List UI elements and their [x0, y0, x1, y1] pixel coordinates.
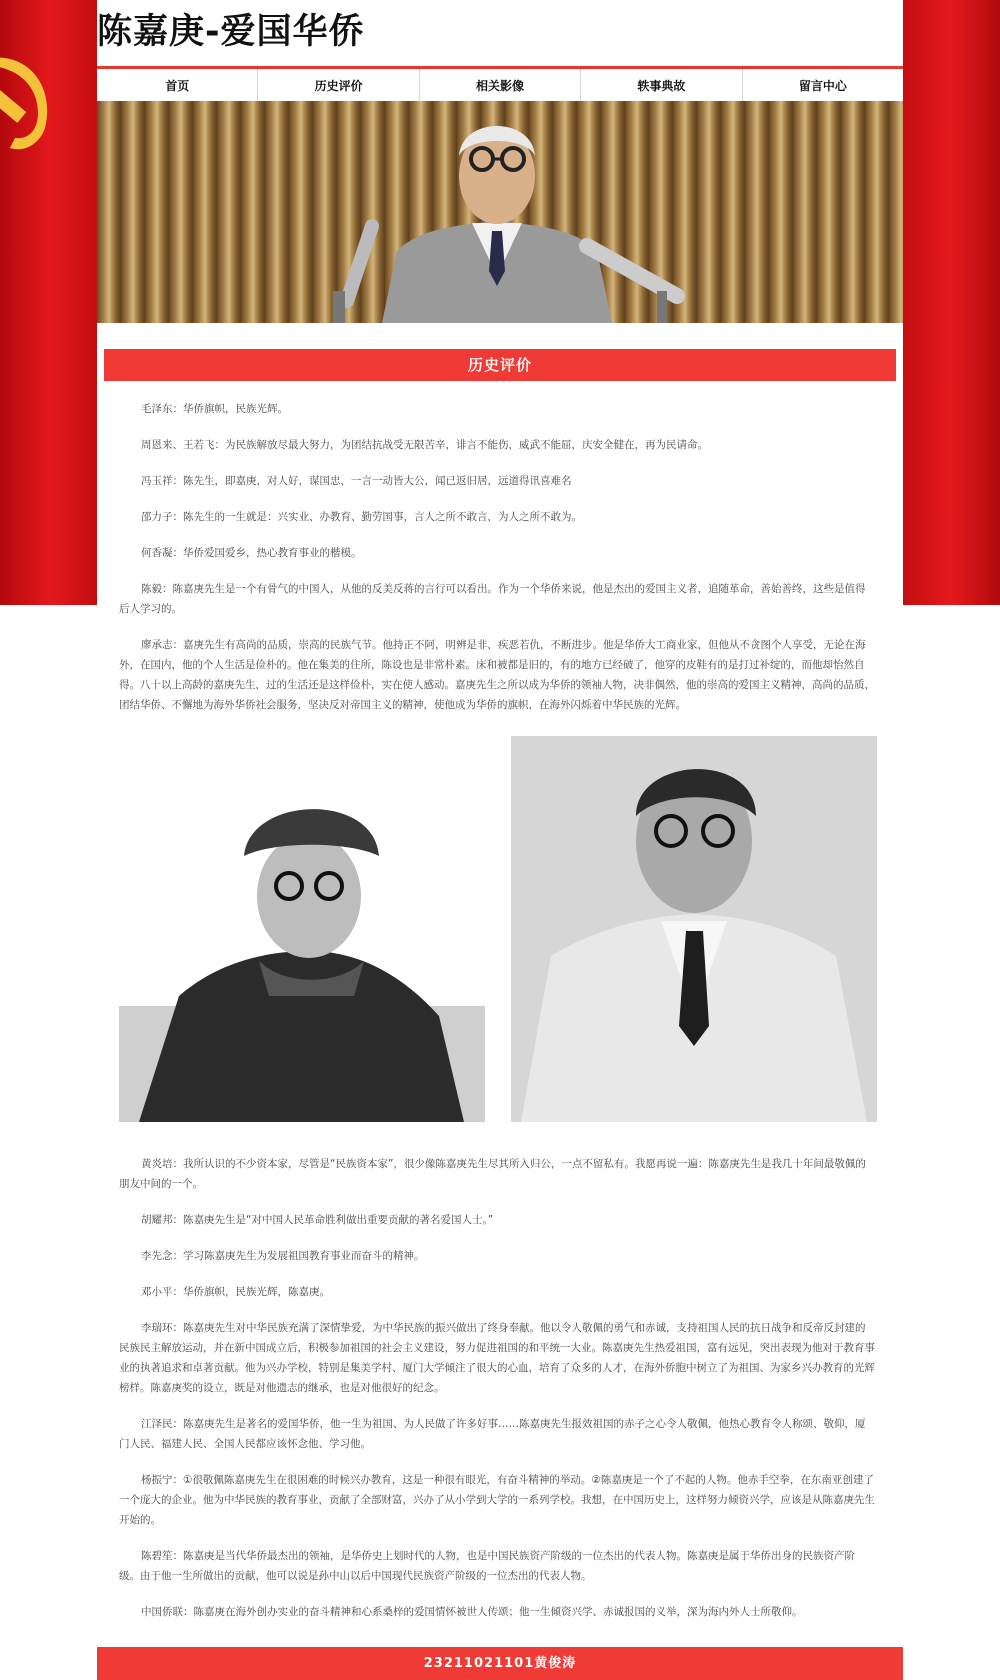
- quote-paragraph: 李瑞环：陈嘉庚先生对中华民族充满了深情挚爱，为中华民族的振兴做出了终身奉献。他以令人敬佩的勇气和赤诚，支持祖国人民的抗日战争和反帝反封建的民族民主解放运动，并在新中国成立后，积极参加祖国的社会主义建设，努力促进祖国的和平统一大业。陈嘉庚先生热爱祖国，富有远见，突出表现为他对于教育事业的执著追求和卓著贡献。他为兴办学校，特别是集美学村、厦门大学倾注了很大的心血，培育了众多的人才，在海外侨胞中树立了为祖国、为家乡兴办教育的光辉榜样。陈嘉庚奖的设立，既是对他遗志的继承，也是对他很好的纪念。: [119, 1322, 875, 1394]
- quote-paragraph: 胡耀邦：陈嘉庚先生是“对中国人民革命胜利做出重要贡献的著名爱国人士。”: [141, 1214, 494, 1226]
- quotes-top: [119, 399, 875, 731]
- banner-portrait-illustration: [97, 101, 903, 323]
- quote-paragraph: 李先念：学习陈嘉庚先生为发展祖国教育事业而奋斗的精神。: [141, 1250, 425, 1262]
- nav-related-images[interactable]: 相关影像: [420, 69, 581, 103]
- nav-message-center[interactable]: 留言中心: [798, 79, 847, 93]
- quote-paragraph: 冯玉祥：陈先生，即嘉庚，对人好，谋国忠，一言一动皆大公，闻已返旧居，远道得讯喜难名: [141, 475, 572, 487]
- quote-paragraph: 周恩来、王若飞：为民族解放尽最大努力，为团结抗战受无限苦辛，诽言不能伤，威武不能屈，庆安全健在，再为民请命。: [141, 439, 708, 451]
- page-container: [97, 0, 903, 1680]
- site-title: 陈嘉庚-爱国华侨: [97, 12, 365, 52]
- banner-image: [97, 101, 903, 323]
- portrait-in-suit-illustration: [511, 736, 877, 1122]
- quote-paragraph: 杨振宁：①很敬佩陈嘉庚先生在很困难的时候兴办教育，这是一种很有眼光，有奋斗精神的举动。②陈嘉庚是一个了不起的人物。他赤手空拳，在东南亚创建了一个庞大的企业。他为中华民族的教育事业，贡献了全部财富，兴办了从小学到大学的一系列学校。我想，在中国历史上，这样努力倾资兴学，应该是从陈嘉庚先生开始的。: [119, 1474, 875, 1526]
- quote-paragraph: 陈毅：陈嘉庚先生是一个有骨气的中国人，从他的反美反蒋的言行可以看出。作为一个华侨来说，他是杰出的爱国主义者，追随革命，善始善终，这些是值得后人学习的。: [119, 583, 866, 615]
- footer-bar: 23211021101黄俊涛: [97, 1647, 903, 1680]
- portrait-in-cap-illustration: [119, 736, 485, 1122]
- quote-paragraph: 毛泽东：华侨旗帜，民族光辉。: [141, 403, 288, 415]
- quote-paragraph: 邓小平：华侨旗帜，民族光辉，陈嘉庚。: [141, 1286, 330, 1298]
- nav-history-review[interactable]: 历史评价: [258, 69, 419, 103]
- photo-right: [511, 736, 877, 1122]
- section-title-bar: 历史评价: [104, 349, 896, 381]
- quote-paragraph: 何香凝：华侨爱国爱乡，热心教育事业的楷模。: [141, 547, 362, 559]
- quote-paragraph: 廖承志：嘉庚先生有高尚的品质，崇高的民族气节。他持正不阿，明辨是非，疾恶若仇，不断进步。他是华侨大工商业家，但他从不贪图个人享受，无论在海外，在国内，他的个人生活是俭朴的。他在集美的住所，陈设也是非常朴素。床和被都是旧的，有的地方已经破了，他穿的皮鞋有的是打过补绽的，而他却怡然自得。八十以上高龄的嘉庚先生，过的生活还是这样俭朴，实在使人感动。嘉庚先生之所以成为华侨的领袖人物，决非偶然，他的崇高的爱国主义精神，高尚的品质，团结华侨、不懈地为海外华侨社会服务，坚决反对帝国主义的精神，使他成为华侨的旗帜，在海外闪烁着中华民族的光辉。: [119, 639, 875, 711]
- nav-home[interactable]: 首页: [97, 69, 258, 103]
- quote-paragraph: 江泽民：陈嘉庚先生是著名的爱国华侨，他一生为祖国、为人民做了许多好事……陈嘉庚先生报效祖国的赤子之心令人敬佩，他热心教育令人称颂、敬仰，厦门人民、福建人民、全国人民都应该怀念他、学习他。: [119, 1418, 866, 1450]
- main-nav: [97, 66, 903, 104]
- hammer-sickle-icon: [0, 48, 60, 158]
- quote-paragraph: 黄炎培：我所认识的不少资本家，尽管是“民族资本家”，很少像陈嘉庚先生尽其所入归公，一点不留私有。我愿再说一遍：陈嘉庚先生是我几十年间最敬佩的朋友中间的一个。: [119, 1158, 866, 1190]
- quotes-bottom: [119, 1154, 875, 1638]
- nav-anecdotes[interactable]: 轶事典故: [581, 69, 742, 103]
- photo-left: [119, 736, 485, 1122]
- quote-paragraph: 陈碧笙：陈嘉庚是当代华侨最杰出的领袖，是华侨史上划时代的人物，也是中国民族资产阶级的一位杰出的代表人物。陈嘉庚是属于华侨出身的民族资产阶级。由于他一生所做出的贡献，他可以说是孙中山以后中国现代民族资产阶级的一位杰出的代表人物。: [119, 1550, 855, 1582]
- quote-paragraph: 中国侨联：陈嘉庚在海外创办实业的奋斗精神和心系桑梓的爱国情怀被世人传颂；他一生倾资兴学、赤诚报国的义举，深为海内外人士所敬仰。: [141, 1606, 803, 1618]
- quote-paragraph: 邵力子：陈先生的一生就是：兴实业、办教育、勤劳国事，言人之所不敢言，为人之所不敢为。: [141, 511, 582, 523]
